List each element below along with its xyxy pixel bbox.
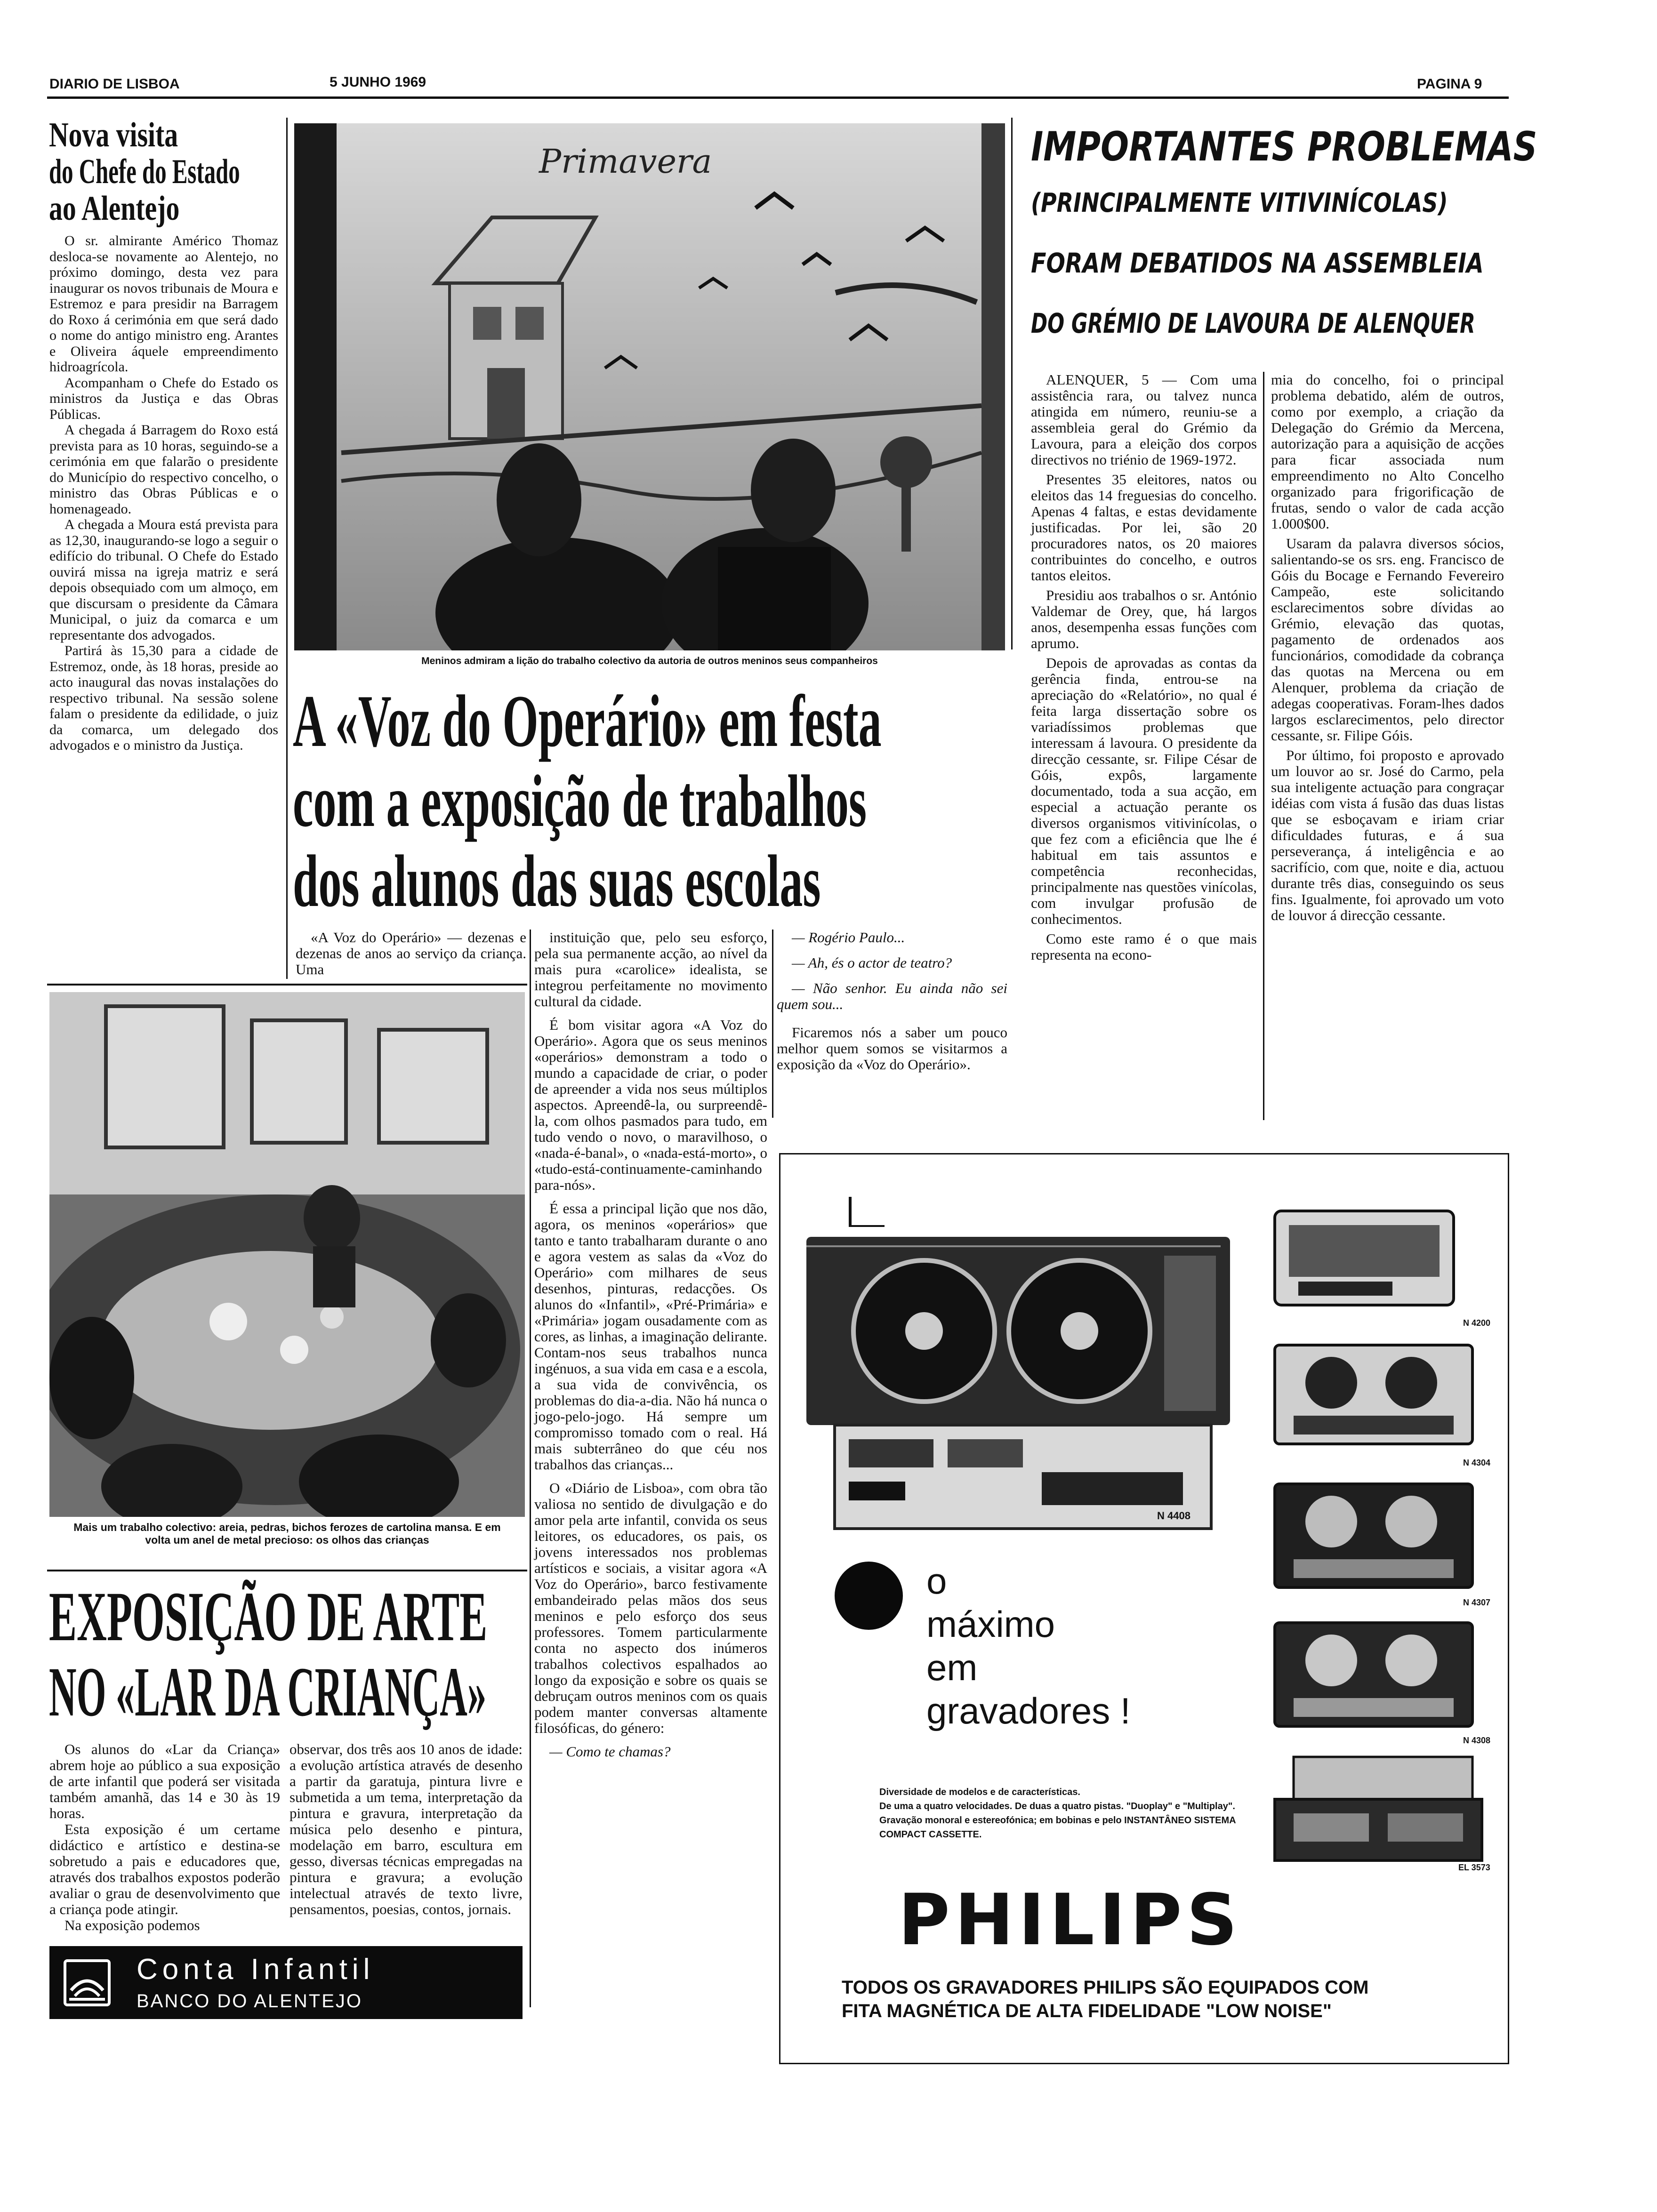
lar-headline	[49, 1579, 529, 1730]
column-rule	[1263, 372, 1264, 1120]
recorder-el3573-image	[1251, 1747, 1489, 1870]
voz-headline-line-2: com a exposição de trabalhos	[293, 760, 867, 842]
main-recorder-art	[797, 1227, 1239, 1557]
voz-column-3	[777, 930, 1007, 1073]
recorder-n4304-model: N 4304	[1463, 1458, 1491, 1467]
issue-date: 5 JUNHO 1969	[330, 74, 426, 90]
banco-alentejo-ad	[49, 1946, 523, 2019]
voz-para: É essa a principal lição que nos dão, agora, os meninos «operários» que tanto e tanto trabalharam durante o ano e agora vestem as salas da «Voz do Operário» com milhares de seus desenhos, pinturas, redacções. Os alunos do «Infantil», «Pré-Primária» e «Primária» jogam ousadamente com as cores, as linhas, a imaginação delirante. Contam-nos seus trabalhos nunca ingénuos, a sua vida em casa e a escola, a sua vida de convivência, os problemas do dia-a-dia. Não há nunca o jogo-pelo-jogo. Há sempre um compromisso tomado com o real. Há mais subterrâneo do que céu nos trabalhos das crianças...	[534, 1200, 767, 1473]
voz-para: «A Voz do Operário» — dezenas e dezenas de anos ao serviço da criança. Uma	[296, 929, 526, 978]
alenquer-para: Presidiu aos trabalhos o sr. António Valdemar de Orey, que, há largos anos, desempenha essas funções com aprumo.	[1031, 587, 1257, 651]
voz-column-1	[296, 930, 526, 978]
banco-product-name: Conta Infantil	[137, 1953, 375, 1986]
lar-para: observar, dos três aos 10 anos de idade: a evolução artística através de desenho a partir da garatuja, pintura livre e submetida a um tema, interpretação da pintura e gravura, interpretação da música pelo desenho e pintura, modelação em barro, escultura em gesso, diversas técnicas empregadas na pintura e gravura; a evolução intelectual através de texto livre, pensamentos, poesias, contos, jornais.	[290, 1741, 523, 1917]
voz-para: É bom visitar agora «A Voz do Operário». Agora que os seus meninos «operários» demonstram a todo o mundo a capacidade de criar, o poder de apreender a vida nos seus múltiplos aspectos. Apreendê-la, ou surpreendê-la, com olhos pasmados para tudo, em tudo vendo o novo, o maravilhoso, o «nada-é-banal», o «nada-está-morto», o «tudo-está-continuamente-caminhando para-nós».	[534, 1017, 767, 1193]
feature-line: COMPACT CASSETTE.	[879, 1829, 982, 1840]
alenquer-para: Como este ramo é o que mais representa na econo-	[1031, 930, 1257, 963]
lar-column-1	[49, 1741, 280, 1933]
sand-photo-art	[49, 992, 525, 1517]
voz-dialog-end: — Como te chamas?	[549, 1743, 671, 1760]
main-recorder-image	[797, 1227, 1239, 1557]
voz-headline-line-1: A «Voz do Operário» em festa	[293, 680, 882, 762]
voz-para: O «Diário de Lisboa», com obra tão valiosa no sentido de divulgação e do amor pela arte infantil, convida os seus leitores, os educadores, os pais, os jovens interessados nos problemas artísticos e sociais, a visitar agora «A Voz do Operário», barco festivamente embandeirado pelas mãos dos seus meninos e pelo esforço dos seus professores. Tomem particularmente conta no aspecto dos inúmeros trabalhos colectivos espalhados ao longo da exposição e sobre os quais se debruçam outros meninos com os quais podem manter conversas altamente filosóficas, do género:	[534, 1480, 767, 1736]
philips-features	[879, 1785, 1247, 1842]
lar-para: Esta exposição é um certame didáctico e artístico e destina-se sobretudo a pais e educadores que, através dos trabalhos expostos poderão avaliar o grau de desenvolvimento que a criança pode atingir.	[49, 1821, 280, 1917]
philips-ad	[779, 1153, 1509, 2064]
chefe-title-line-1: Nova visita	[49, 116, 178, 154]
recorder-n4304-image	[1251, 1331, 1489, 1458]
paper-name: DIARIO DE LISBOA	[49, 76, 180, 92]
recorder-n4304-art	[1251, 1331, 1489, 1458]
lar-para: Os alunos do «Lar da Criança» abrem hoje ao público a sua exposição de arte infantil que poderá ser visitada também amanhã, das 14 e 30 às 19 horas.	[49, 1741, 280, 1821]
sand-photo-caption: Mais um trabalho colectivo: areia, pedras, bichos ferozes de cartolina mansa. E em volta um anel de metal precioso: os olhos das crianças	[73, 1521, 501, 1546]
banco-logo-icon	[64, 1959, 111, 2006]
slogan-line: gravadores !	[926, 1690, 1131, 1731]
feature-line: Gravação monoral e estereofónica; em bobinas e pelo INSTANTÂNEO SISTEMA	[879, 1815, 1236, 1826]
banco-name: BANCO DO ALENTEJO	[137, 1991, 362, 2012]
recorder-n4200-image	[1251, 1192, 1489, 1319]
recorder-n4308-art	[1251, 1609, 1489, 1736]
recorder-n4200-art	[1251, 1192, 1489, 1319]
banco-logo-mark	[66, 1962, 108, 2004]
alenquer-para: Por último, foi proposto e aprovado um louvor ao sr. José do Carmo, pela sua inteligente actuação para congraçar idéias com vista á fusão das duas listas que se esboçavam e iriam criar dificuldades futuras, e á sua perseverança, á inteligência e ao sacrifício, com que, noite e dia, actuou durante três dias, conseguindo os seus fins. Igualmente, foi aprovado um voto de louvor á direcção cessante.	[1271, 747, 1504, 923]
chefe-headline	[49, 117, 289, 227]
voz-dialog: — Rogério Paulo...	[792, 929, 905, 946]
philips-footer	[842, 1976, 1368, 2023]
lar-column-2	[290, 1741, 523, 1917]
recorder-n4308-model: N 4308	[1463, 1736, 1491, 1745]
philips-slogan	[926, 1559, 1131, 1732]
section-rule	[47, 1570, 527, 1571]
drawing-title-script: Primavera	[539, 142, 712, 181]
alenquer-para: Presentes 35 eleitores, natos ou eleitos das 14 freguesias do concelho. Apenas 4 faltas, e estas devidamente justificadas. Por lei, são 20 procuradores natos, os 20 maiores contribuintes do concelho, e outros tantos eleitos.	[1031, 471, 1257, 584]
lar-para: Na exposição podemos	[64, 1917, 200, 1933]
alenquer-para: Depois de aprovadas as contas da gerência finda, entrou-se na apreciação do «Relatório», no qual é feita larga dissertação sobre os variadíssimos problemas que interessam á lavoura. O presidente da direcção cessante, sr. Filipe César de Góis, expôs, largamente documentado, toda a sua acção, em especial a actuação perante os diversos organismos vitivinícolas, o que fez com a eficiência que lhe é habitual em tais assuntos e competência reconhecidas, principalmente nas questões vinícolas, com invulgar profusão de conhecimentos.	[1031, 655, 1257, 927]
column-rule	[1011, 118, 1013, 649]
alenquer-para: ALENQUER, 5 — Com uma assistência rara, ou talvez nunca atingida em número, reuniu-se a assembleia geral do Grémio da Lavoura, para a eleição dos corpos directivos no triénio de 1969-1972.	[1031, 371, 1257, 468]
voz-headline	[293, 681, 1008, 926]
voz-dialog: — Ah, és o actor de teatro?	[792, 954, 952, 971]
page-number: PAGINA 9	[1417, 76, 1482, 92]
recorder-n4200-model: N 4200	[1463, 1318, 1491, 1328]
lar-headline-line-2: NO «LAR DA CRIANÇA»	[49, 1653, 487, 1731]
chefe-para: A chegada a Moura está prevista para as 12,30, inaugurando-se logo a seguir o edifício do tribunal. O Chefe do Estado ouvirá missa na igreja matriz e será depois obsequiado com um almoço, em que discursam o presidente da Câmara Municipal, o juiz da comarca e um representante dos advogados.	[49, 517, 278, 643]
slogan-line: em	[926, 1647, 978, 1688]
alenquer-para: Usaram da palavra diversos sócios, salientando-se os srs. eng. Francisco de Góis du Bocage e Fernando Fevereiro Campeão, este solicitando esclarecimentos sobre dívidas ao Grémio, elevação das quotas, pagamento de ordenados aos funcionários, comodidade da cobrança das quotas na Mercena ou em Alenquer, problema da criação de adegas cooperativas. Foram-lhes dados largos esclarecimentos, pelo director cessante, sr. Filipe Góis.	[1271, 535, 1504, 744]
chefe-title-line-2: do Chefe do Estado	[49, 152, 240, 191]
sand-sculpture-photo	[49, 992, 525, 1517]
feature-line: Diversidade de modelos e de características.	[879, 1787, 1080, 1797]
column-rule	[530, 930, 531, 2007]
recorder-el3573-art	[1251, 1747, 1489, 1870]
philips-tag-icon	[849, 1197, 885, 1227]
philips-dot-icon	[835, 1562, 903, 1630]
alenquer-column-2	[1271, 372, 1504, 923]
column-rule	[286, 118, 288, 979]
section-rule	[47, 984, 527, 986]
voz-para: instituição que, pelo seu esforço, pela sua permanente acção, ao nível da mais pura «carolice» idealista, se integrou perfeitamente no movimento cultural da cidade.	[534, 929, 767, 1010]
column-rule	[772, 930, 773, 1118]
chefe-para: O sr. almirante Américo Thomaz desloca-se novamente ao Alentejo, no próximo domingo, desta vez para inaugurar os novos tribunais de Moura e Estremoz e para presidir na Barragem do Roxo á cerimónia em que será dado o nome do antigo ministro eng. Arantes e Oliveira áquele empreendimento hidroagrícola.	[49, 233, 278, 375]
recorder-n4307-image	[1251, 1470, 1489, 1597]
chefe-para: A chegada á Barragem do Roxo está prevista para as 10 horas, seguindo-se a cerimónia em que falarão o presidente do Município do respectivo concelho, o ministro das Obras Públicas e o homenageado.	[49, 422, 278, 517]
philips-brand: PHILIPS	[898, 1879, 1242, 1961]
voz-para: Ficaremos nós a saber um pouco melhor quem somos se visitarmos a exposição da «Voz do Operário».	[777, 1024, 1007, 1073]
alenquer-headline-line-2: (PRINCIPALMENTE VITIVINÍCOLAS)	[1031, 188, 1448, 218]
header-rule	[47, 96, 1509, 99]
feature-line: De uma a quatro velocidades. De duas a quatro pistas. "Duoplay" e "Multiplay".	[879, 1801, 1235, 1811]
drawing-photo-art	[294, 123, 1005, 650]
alenquer-headline-line-1: IMPORTANTES PROBLEMAS	[1031, 123, 1537, 170]
voz-headline-line-3: dos alunos das suas escolas	[293, 840, 821, 922]
chefe-para: Acompanham o Chefe do Estado os ministros da Justiça e das Obras Públicas.	[49, 375, 278, 422]
alenquer-headline-line-3: FORAM DEBATIDOS NA ASSEMBLEIA	[1031, 247, 1484, 279]
voz-column-2	[534, 930, 767, 1760]
drawing-photo-caption: Meninos admiram a lição do trabalho colectivo da autoria de outros meninos seus companheiros	[421, 656, 878, 666]
slogan-line: o	[926, 1560, 947, 1602]
recorder-n4308-image	[1251, 1609, 1489, 1736]
chefe-para: Partirá às 15,30 para a cidade de Estremoz, onde, às 18 horas, preside ao acto inaugural das novas instalações do respectivo tribunal. Na sessão solene falam o presidente da edilidade, o juiz da comarca, um delegado dos advogados e o ministro da Justiça.	[49, 643, 278, 753]
main-recorder-model: N 4408	[1157, 1510, 1190, 1522]
chefe-title-line-3: ao Alentejo	[49, 189, 180, 228]
children-drawing-photo	[294, 123, 1005, 650]
recorder-el3573-model: EL 3573	[1458, 1863, 1490, 1872]
alenquer-para: mia do concelho, foi o principal problema debatido, além de outros, como por exemplo, a criação da Delegação do Grémio da Mercena, autorização para a aquisição de acções para ficar associada num empreendimento no Alto Concelho organizado para frigorificação de frutas, sendo o valor de cada acção 1.000$00.	[1271, 371, 1504, 532]
lar-headline-line-1: EXPOSIÇÃO DE ARTE	[49, 1578, 488, 1656]
alenquer-headline-line-4: DO GRÉMIO DE LAVOURA DE ALENQUER	[1031, 307, 1475, 339]
footer-line: FITA MAGNÉTICA DE ALTA FIDELIDADE "LOW NOISE"	[842, 2001, 1332, 2021]
footer-line: TODOS OS GRAVADORES PHILIPS SÃO EQUIPADOS COM	[842, 1977, 1369, 1998]
chefe-body	[49, 233, 278, 753]
voz-dialog: — Não senhor. Eu ainda não sei quem sou...	[777, 980, 1007, 1012]
alenquer-column-1	[1031, 372, 1257, 963]
slogan-line: máximo	[926, 1603, 1055, 1645]
recorder-n4307-art	[1251, 1470, 1489, 1597]
recorder-n4307-model: N 4307	[1463, 1598, 1491, 1607]
